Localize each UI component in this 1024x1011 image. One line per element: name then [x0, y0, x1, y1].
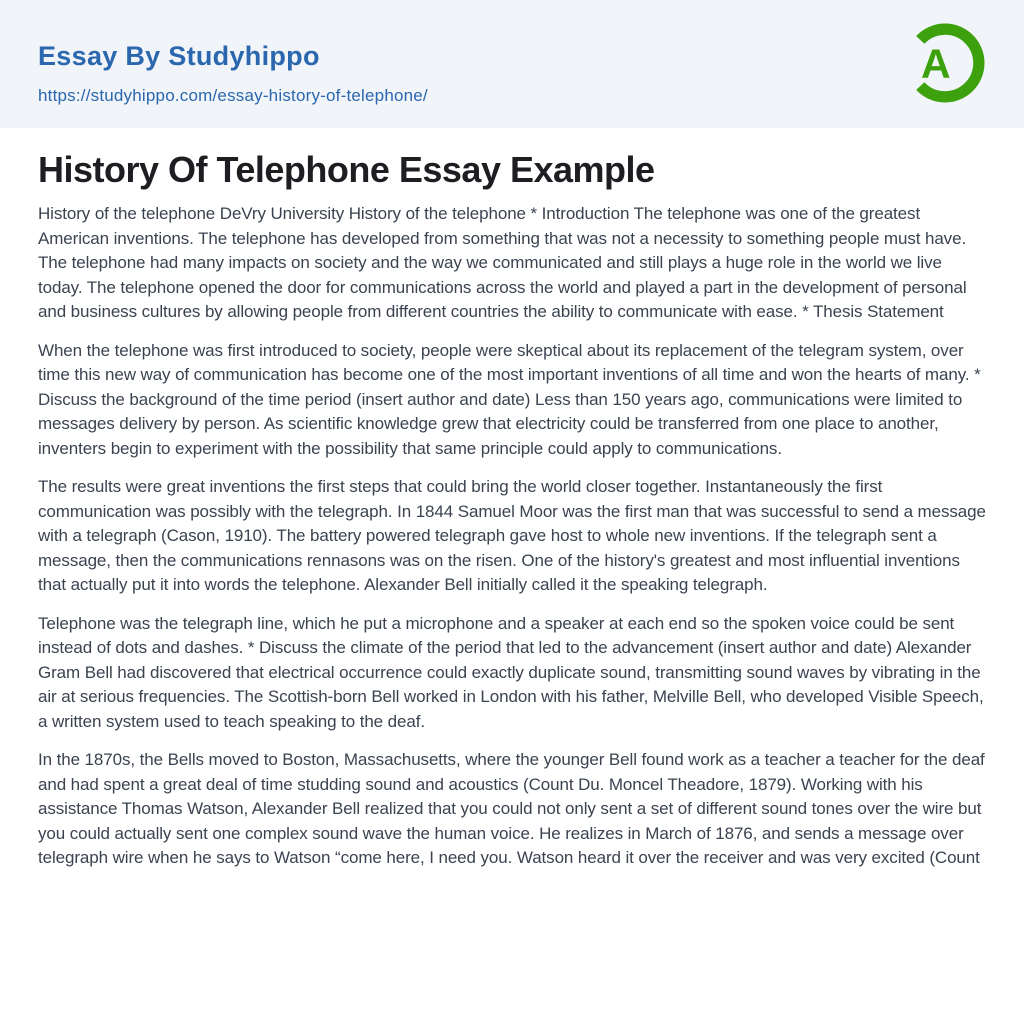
- studyhippo-logo: [904, 22, 986, 104]
- page-title: History Of Telephone Essay Example: [38, 149, 655, 190]
- essay-content: [0, 148, 1024, 871]
- essay-paragraph: Telephone was the telegraph line, which he put a microphone and a speaker at each end so the spoken voice could be sent instead of dots and dashes. * Discuss the climate of the period that led to the advancement (insert author and date) Alexander Gram Bell had discovered that electrical occurrence could exactly duplicate sound, transmitting sound waves by vibrating in the air at serious frequencies. The Scottish-born Bell worked in London with his father, Melville Bell, who developed Visible Speech, a written system used to teach speaking to the deaf.: [38, 613, 984, 731]
- source-url-link[interactable]: https://studyhippo.com/essay-history-of-telephone/: [38, 86, 428, 105]
- essay-paragraph: History of the telephone DeVry University History of the telephone * Introduction The telephone was one of the greatest American inventions. The telephone has developed from something that was not a necessity to something people must have. The telephone had many impacts on society and the way we communicated and still plays a huge role in the world we live today. The telephone opened the door for communications across the world and played a part in the development of personal and business cultures by allowing people from different countries the ability to communicate with ease. * Thesis Statement: [38, 204, 967, 321]
- print-header: [0, 0, 1024, 128]
- site-title: Essay By Studyhippo: [38, 41, 320, 71]
- studyhippo-logo-icon: [904, 22, 986, 104]
- essay-paragraph: When the telephone was first introduced to society, people were skeptical about its replacement of the telegram system, over time this new way of communication has become one of the most important inventions of all time and won the hearts of many. * Discuss the background of the time period (insert author and date) Less than 150 years ago, communications were limited to messages delivery by person. As scientific knowledge grew that electricity could be transferred from one place to another, inventers begin to experiment with the possibility that same principle could apply to communications.: [38, 340, 981, 458]
- logo-letter: A: [920, 40, 951, 87]
- essay-body: [38, 202, 986, 871]
- essay-paragraph: In the 1870s, the Bells moved to Boston, Massachusetts, where the younger Bell found work as a teacher a teacher for the deaf and had spent a great deal of time studding sound and acoustics (Count Du. Moncel Theadore, 1879). Working with his assistance Thomas Watson, Alexander Bell realized that you could not only sent a set of different sound tones over the wire but you could actually sent one complex sound wave the human voice. He realizes in March of 1876, and sends a message over telegraph wire when he says to Watson “come here, I need you. Watson heard it over the receiver and was very excited (Count: [38, 750, 985, 867]
- essay-paragraph: The results were great inventions the first steps that could bring the world closer together. Instantaneously the first communication was possibly with the telegraph. In 1844 Samuel Moor was the first man that was successful to send a message with a telegraph (Cason, 1910). The battery powered telegraph gave host to whole new inventions. If the telegraph sent a message, then the communications rennasons was on the risen. One of the history's greatest and most influential inventions that actually put it into words the telephone. Alexander Bell initially called it the speaking telegraph.: [38, 477, 986, 594]
